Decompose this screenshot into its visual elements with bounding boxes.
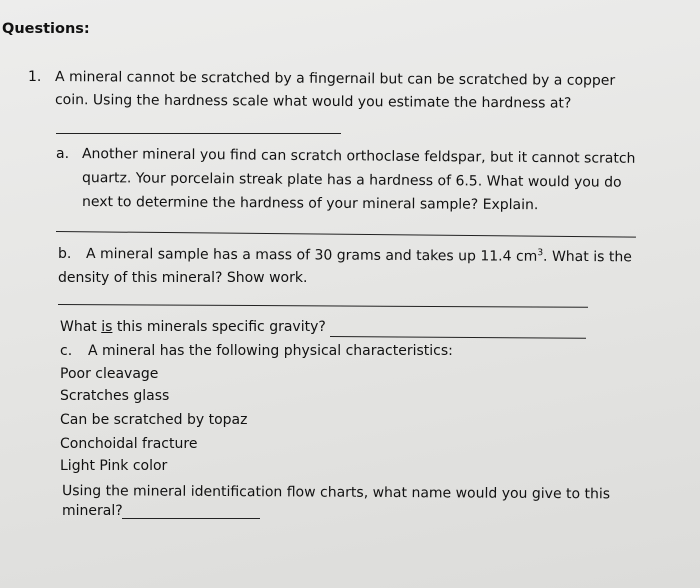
sg-text-start: What — [60, 319, 102, 335]
specific-gravity-answer-line — [330, 336, 586, 339]
question-b-marker: b. — [58, 246, 72, 262]
question-b-answer-line — [58, 304, 588, 308]
question-b-line-2: density of this mineral? Show work. — [58, 270, 308, 286]
question-c-prompt-line-1: Using the mineral identification flow charts, what name would you give to this — [61, 483, 611, 503]
question-a-marker: a. — [56, 146, 70, 162]
question-b-superscript: 3 — [537, 248, 544, 259]
question-b-line-1-end: . What is the — [543, 248, 632, 266]
question-c-intro: A mineral has the following physical characteristics: — [88, 343, 453, 359]
specific-gravity-question — [60, 318, 326, 336]
question-b-line-1 — [86, 245, 632, 266]
question-a-line-2: quartz. Your porcelain streak plate has a hardness of 6.5. What would you do — [81, 170, 622, 191]
question-c-answer-line — [122, 518, 260, 519]
question-1-number: 1. — [28, 69, 42, 85]
question-1-line-2: coin. Using the hardness scale what would you estimate the hardness at? — [54, 92, 572, 112]
characteristic-item: Light Pink color — [60, 458, 168, 474]
question-a-answer-line — [56, 231, 636, 238]
question-c-marker: c. — [60, 343, 73, 359]
sg-text-is: is — [101, 319, 113, 335]
questions-heading: Questions: — [2, 21, 90, 37]
question-a-line-3: next to determine the hardness of your mineral sample? Explain. — [81, 194, 539, 214]
characteristic-item: Can be scratched by topaz — [60, 412, 248, 428]
characteristic-item: Conchoidal fracture — [60, 436, 198, 452]
question-1-answer-line — [56, 133, 341, 134]
question-c-prompt-line-2: mineral? — [62, 503, 123, 519]
question-1-line-1: A mineral cannot be scratched by a fingernail but can be scratched by a copper — [54, 69, 616, 89]
question-b-line-1-text: A mineral sample has a mass of 30 grams and takes up 11.4 cm — [85, 246, 538, 265]
question-a-line-1: Another mineral you find can scratch orthoclase feldspar, but it cannot scratch — [81, 146, 636, 167]
characteristic-item: Scratches glass — [60, 388, 170, 404]
characteristic-item: Poor cleavage — [60, 366, 159, 382]
sg-text-end: this minerals specific gravity? — [112, 319, 326, 335]
